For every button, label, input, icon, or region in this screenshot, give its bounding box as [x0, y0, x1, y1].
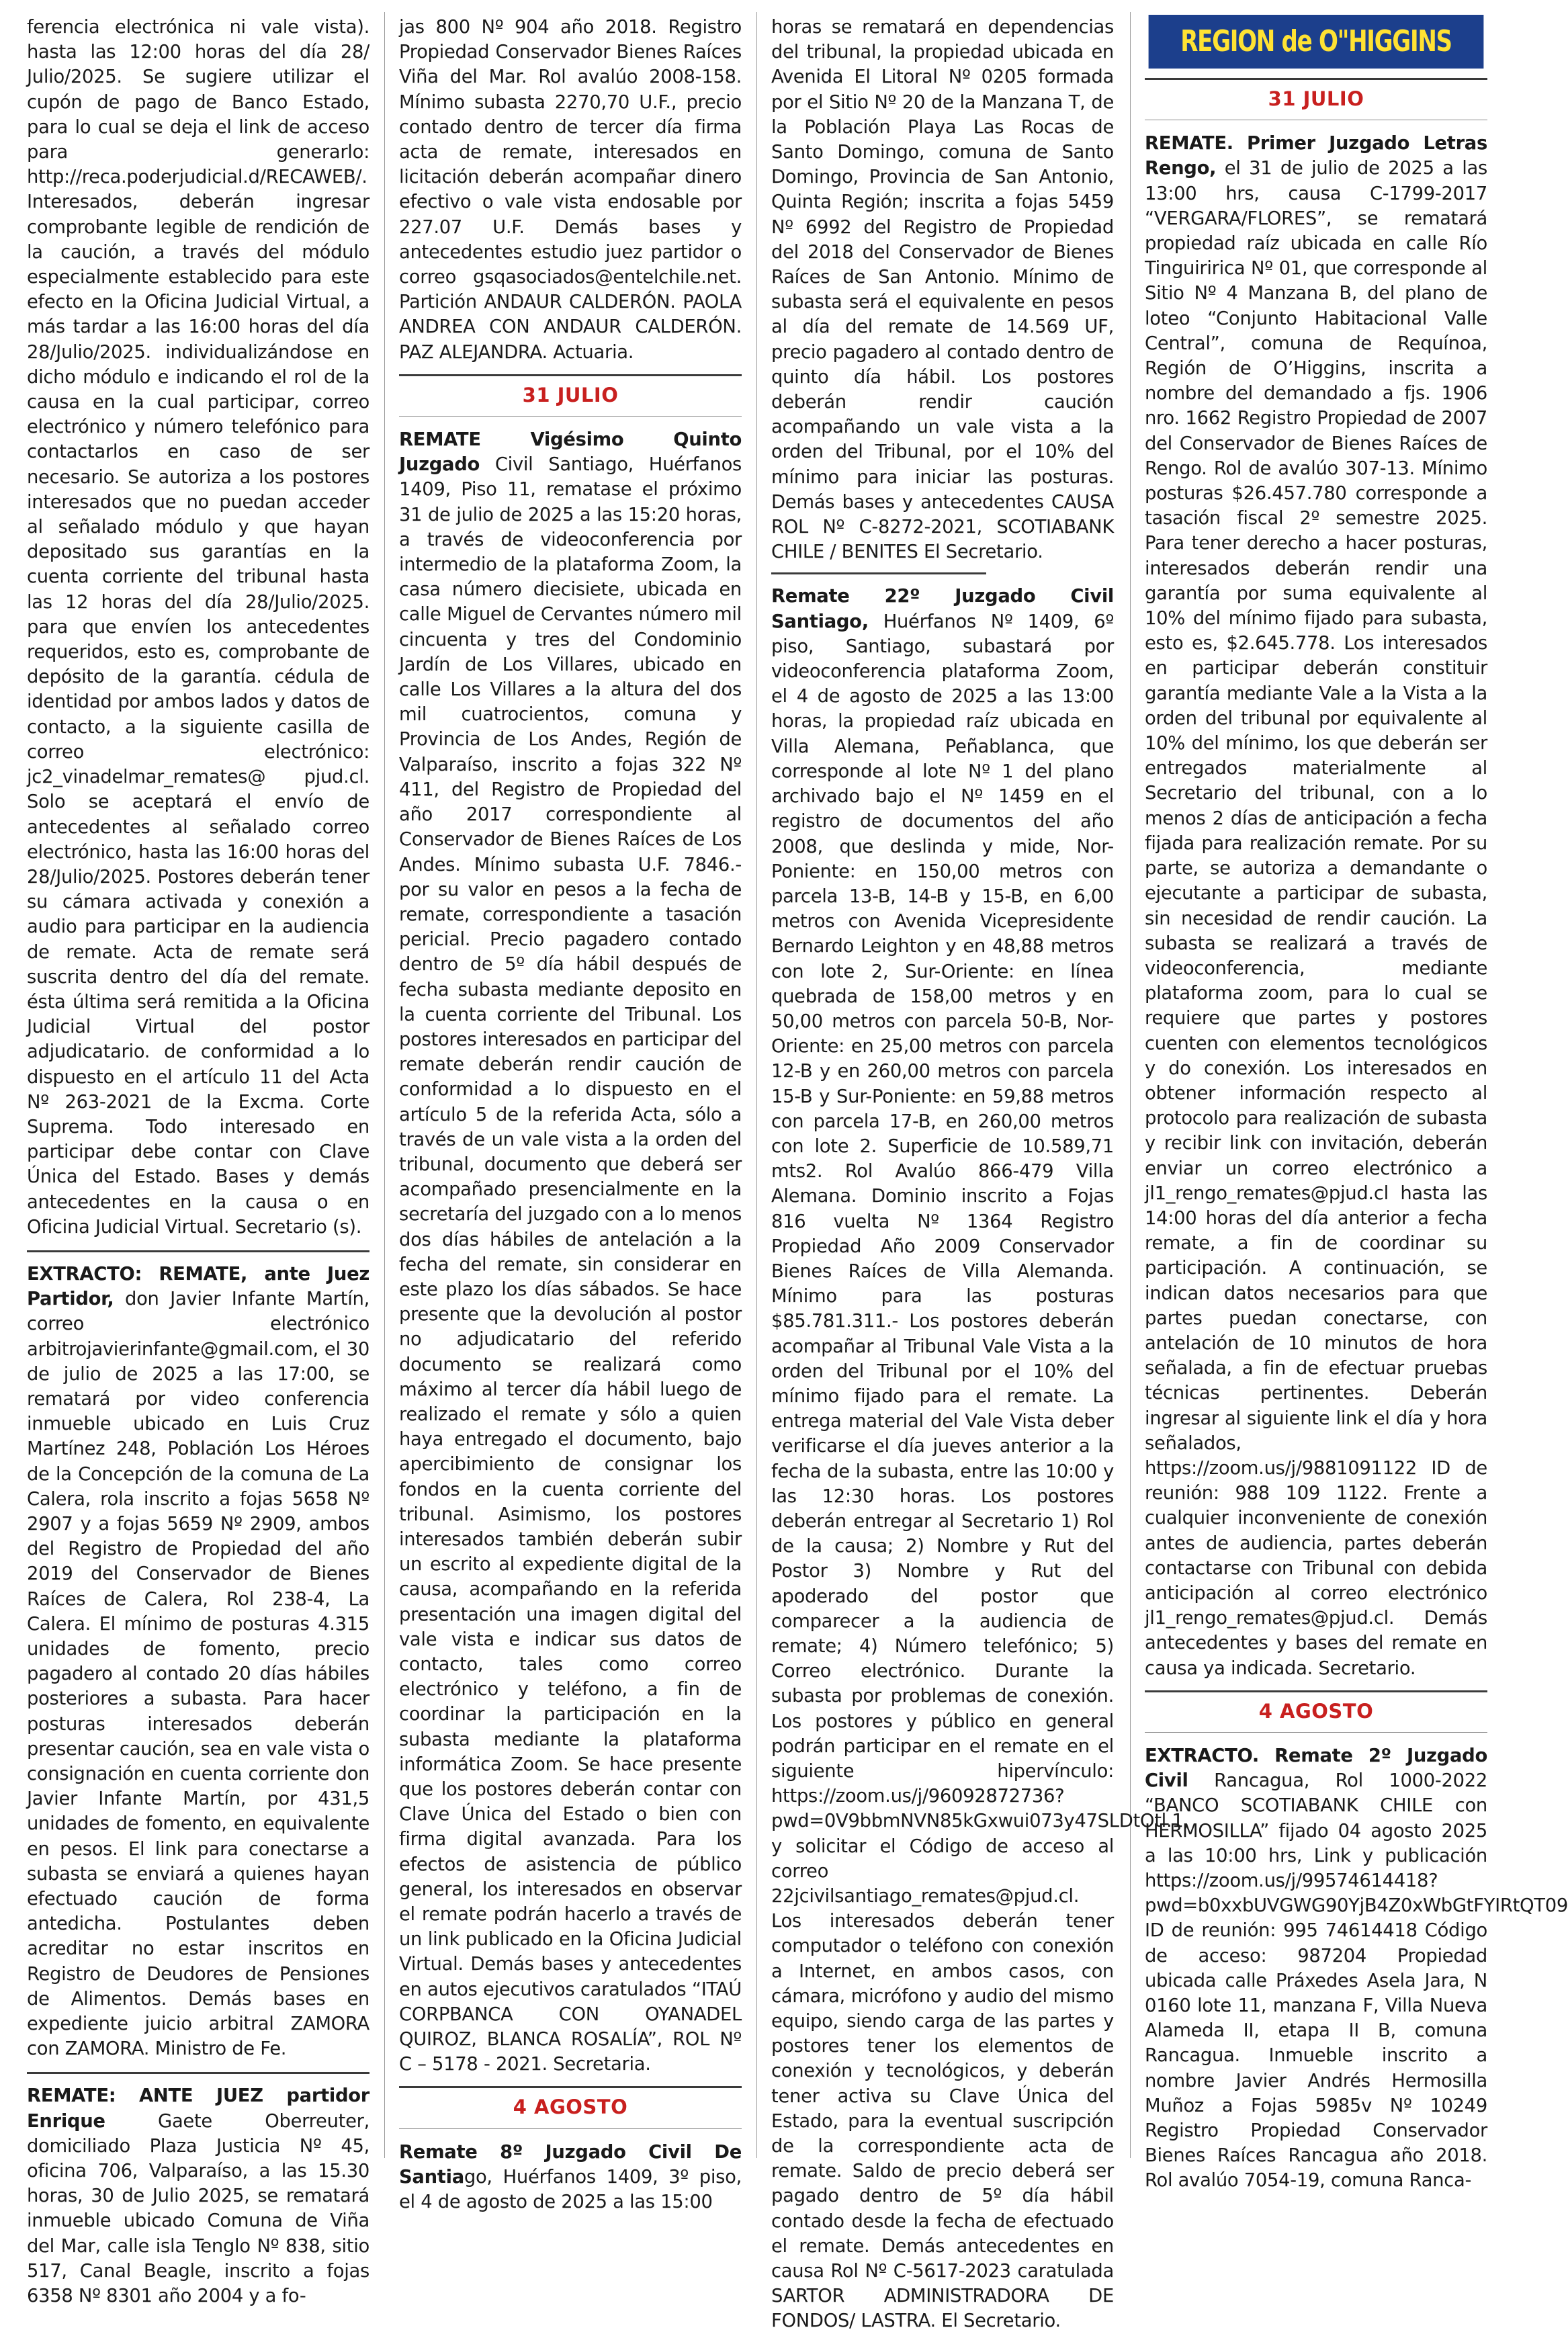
date-section: [399, 374, 742, 417]
notice-extracto-rancagua: [1145, 1743, 1568, 2194]
notice-heading: REMATE. Primer Juzgado Letras Rengo,: [1145, 133, 1487, 179]
notice-remate-rengo: [1145, 131, 1487, 1681]
column-1: [27, 15, 369, 2307]
column-divider: [756, 12, 757, 2158]
date-section: [1145, 1690, 1487, 1733]
column-divider: [384, 12, 385, 2158]
date-heading: 31 JULIO: [522, 383, 619, 406]
notice-continuation: ferencia electrónica ni vale vista). hasta las 12:00 horas del día 28/ Julio/2025. Se sugiere utilizar el cupón de pago de Banco Estado, para lo cual se deja el link de acceso para generarlo: http://reca.poderjudicial.d/RECAWEB/. Interesados, deberán ingresar comprobante legible de rendición de la caución, a través del módulo especialmente establecido para este efecto en la Oficina Judicial Virtual, a más tardar a las 16:00 horas del día 28/Julio/2025. individualizándose en dicho módulo e indicando el rol de la causa en la cual participar, correo electrónico y número telefónico para contactarlos en caso de ser necesario. Se autoriza a los postores interesados que no puedan acceder al señalado módulo y que hayan depositado sus garantías en la cuenta corriente del tribunal hasta las 12 horas del día 28/Julio/2025. para que envíen los antecedentes requeridos, esto es, comprobante de depósito de la garantía. cédula de identidad por ambos lados y datos de contacto, a la siguiente casilla de correo electrónico: jc2_vinadelmar_remates@ pjud.cl. Solo se aceptará el envío de antecedentes al señalado correo electrónico, hasta las 16:00 horas del 28/Julio/2025. Postores deberán tener su cámara activada y conexión a audio para participar en la audiencia de remate. Acta de remate será suscrita dentro del día del remate. ésta última será remitida a la Oficina Judicial Virtual del postor adjudicatario. de conformidad a lo dispuesto en el artículo 11 del Acta Nº 263-2021 de la Excma. Corte Suprema. Todo interesado en participar debe contar con Clave Única del Estado. Bases y demás antecedentes en la causa o en Oficina Judicial Virtual. Secretario (s).: [27, 17, 369, 1238]
region-banner: REGION de O"HIGGINS: [1149, 15, 1484, 69]
notice-divider: [27, 2072, 369, 2074]
notice-heading: REMATE: ANTE JUEZ partidor Enrique: [27, 2085, 369, 2132]
notice-remate-22-juzgado: [771, 584, 1189, 2333]
notice-continuation: jas 800 Nº 904 año 2018. Registro Propiedad Conservador Bienes Raíces Viña del Mar. Rol avalúo 2008-158. Mínimo subasta 2270,70 U.F., precio contado dentro de tercer día firma acta de remate, interesados en licitación deberán acompañar dinero efectivo o vale vista endosable por 227.07 U.F. Demás bases y antecedentes estudio juez partidor o correo gsqasociados@entelchile.net. Partición ANDAUR CALDERÓN. PAOLA ANDREA CON ANDAUR CALDERÓN. PAZ ALEJANDRA. Actuaria.: [399, 17, 742, 363]
notice-heading: Remate 8º Juzgado Civil De Santia: [399, 2141, 742, 2188]
column-divider: [1130, 12, 1131, 2158]
notice-body: go, Huérfanos 1409, 3º piso, el 4 de agosto de 2025 a las 15:00: [399, 2166, 742, 2213]
date-heading: 31 JULIO: [1268, 87, 1364, 110]
notice-remate-8-juzgado: [399, 2140, 742, 2215]
notice-body: Huérfanos Nº 1409, 6º piso, Santiago, subastará por videoconferencia plataforma Zoom, el 4 de agosto de 2025 a las 13:00 horas, la propiedad raíz ubicada en Villa Alemana, Peñablanca, que corresponde al lote Nº 1 del plano archivado bajo el Nº 1459 en el registro de documentos del año 2008, que deslinda y mide, Nor-Poniente: en 150,00 metros con parcela 13-B, 14-B y 15-B, en 6,00 metros con Avenida Vicepresidente Bernardo Leighton y en 48,88 metros con lote 2, Sur-Oriente: en línea quebrada de 158,00 metros y en 50,00 metros con parcela 50-B, Nor-Oriente: en 25,00 metros con parcela 12-B y en 260,00 metros con parcela 15-B y Sur-Poniente: en 59,88 metros con parcela 17-B, en 260,00 metros con lote 2. Superficie de 10.589,71 mts2. Rol Avalúo 866-479 Villa Alemana. Dominio inscrito a Fojas 816 vuelta Nº 1364 Registro Propiedad Año 2009 Conservador Bienes Raíces de Villa Alemanda. Mínimo para las posturas $85.781.311.- Los postores deberán acompañar al Tribunal Vale Vista a la orden del Tribunal por el 10% del mínimo fijado para el remate. La entrega material del Vale Vista deber verificarse el día jueves anterior a la fecha de la subasta, entre las 10:00 y las 12:30 horas. Los postores deberán entregar al Secretario 1) Rol de la causa; 2) Nombre y Rut del Postor 3) Nombre y Rut del apoderado del postor que comparecer a la audiencia de remate; 4) Número telefónico; 5) Correo electrónico. Durante la subasta por problemas de conexión. Los postores y público en general podrán participar en el remate en el siguiente hipervínculo: https://zoom.us/j/96092872736?pwd=0V9bbmNVN85kGxwui073y47SLDtOtl.1, y solicitar el Código de acceso al correo 22jcivilsantiago_remates@pjud.cl. Los interesados deberán tener computador o teléfono con conexión a Internet, en ambos casos, con cámara, micrófono y audio del mismo equipo, siendo carga de las partes y postores tener los elementos de conexión y tecnológicos, y deberán tener activa su Clave Única del Estado, para la eventual suscripción de la correspondiente acta de remate. Saldo de precio deberá ser pagado dentro de 5º día hábil contado desde la fecha de efectuado el remate. Demás antecedentes en causa Rol Nº C-5617-2023 caratulada SARTOR ADMINISTRADORA DE FONDOS/ LASTRA. El Secretario.: [771, 611, 1189, 2332]
date-section: [399, 2086, 742, 2128]
notice-body: don Javier Infante Martín, correo electrónico arbitrojavierinfante@gmail.com, el 30 de julio de 2025 a las 17:00, se rematará por video conferencia inmueble ubicado en Luis Cruz Martínez 248, Población Los Héroes de la Concepción de la comuna de La Calera, rola inscrito a fojas 5658 Nº 2907 y a fojas 5659 Nº 2909, ambos del Registro de Propiedad del año 2019 del Conservador de Bienes Raíces de Calera, Rol 238-4, La Calera. El mínimo de posturas 4.315 unidades de fomento, precio pagadero al contado 20 días hábiles posteriores a subasta. Para hacer posturas interesados deberán presentar caución, sea en vale vista o consignación en cuenta corriente don Javier Infante Martín, por 431,5 unidades de fomento, en equivalente en pesos. El link para conectarse a subasta se enviará a quienes hayan efectuado caución de forma antedicha. Postulantes deben acreditar no estar inscritos en Registro de Deudores de Pensiones de Alimentos. Demás bases en expediente juicio arbitral ZAMORA con ZAMORA. Ministro de Fe.: [27, 1289, 369, 2060]
notice-body: Civil Santiago, Huérfanos 1409, Piso 11, rematase el próximo 31 de julio de 2025 a las 15:20 horas, a través de videoconferencia por intermedio de la plataforma Zoom, la casa número diecisiete, ubicada en calle Miguel de Cervantes número mil cincuenta y tres del Condominio Jardín de Los Villares, ubicado en calle Los Villares a la altura del dos mil cuatrocientos, comuna y Provincia de Los Andes, Región de Valparaíso, inscrito a fojas 322 Nº 411, del Registro de Propiedad del año 2017 correspondiente al Conservador de Bienes Raíces de Los Andes. Mínimo subasta U.F. 7846.- por su valor en pesos a la fecha de remate, correspondiente a tasación pericial. Precio pagadero contado dentro de 5º día hábil después de fecha subasta mediante deposito en la cuenta corriente del Tribunal. Los postores interesados en participar del remate deberán rendir caución de conformidad a lo dispuesto en el artículo 5 de la referida Acta, sólo a través de un vale vista a la orden del tribunal, documento que deberá ser acompañado presencialmente en la secretaría del juzgado con a lo menos dos días hábiles de antelación a la fecha del remate, sin considerar en este plazo los días sábados. Se hace presente que la devolución al postor no adjudicatario del referido documento se realizará como máximo al tercer día hábil luego de realizado el remate y sólo a quien haya entregado el documento, bajo apercibimiento de consignar los fondos en la cuenta corriente del tribunal. Asimismo, los postores interesados también deberán subir un escrito al expediente digital de la causa, acompañando en la referida presentación una imagen digital del vale vista e indicar sus datos de contacto, tales como correo electrónico y teléfono, a fin de coordinar la participación en la subasta mediante la plataforma informática Zoom. Se hace presente que los postores deberán contar con Clave Única del Estado o bien con firma digital avanzada. Para los efectos de asistencia de público general, los interesados en observar el remate podrán hacerlo a través de un link publicado en la Oficina Judicial Virtual. Demás bases y antecedentes en autos ejecutivos caratulados “ITAÚ CORPBANCA CON OYANADEL QUIROZ, BLANCA ROSALÍA”, ROL Nº C – 5178 - 2021. Secretaria.: [399, 454, 742, 2075]
notice-remate-vina: [27, 2083, 369, 2308]
notice-body: Rancagua, Rol 1000-2022 “BANCO SCOTIABANK CHILE con HERMOSILLA” fijado 04 agosto 2025 a las 10:00 hrs, Link y publicación https://zoom.us/j/99574614418?pwd=b0xxbUVGWG90YjB4Z0xWbGtFYIRtQT09 ID de reunión: 995 74614418 Código de acceso: 987204 Propiedad ubicada calle Práxedes Asela Jara, N 0160 lote 11, manzana F, Villa Nueva Alameda II, etapa II B, comuna Rancagua. Inmueble inscrito a nombre Javier Andrés Hermosilla Muñoz a Fojas 5985v Nº 10249 Registro Propiedad Conservador Bienes Raíces Rancagua año 2018. Rol avalúo 7054-19, comuna Ranca-: [1145, 1770, 1568, 2192]
column-2: [399, 15, 742, 2213]
notice-extracto-calera: [27, 1262, 369, 2062]
notice-remate-25-juzgado: [399, 427, 742, 2077]
notice-body: el 31 de julio de 2025 a las 13:00 hrs, causa C-1799-2017 “VERGARA/FLORES”, se rematará propiedad raíz ubicada en calle Río Tinguiririca Nº 01, que corresponde al Sitio Nº 4 Manzana B, del plano de loteo “Conjunto Habitacional Valle Central”, comuna de Requínoa, Región de O’Higgins, inscrita a nombre del demandado a fjs. 1906 nro. 1662 Registro Propiedad de 2007 del Conservador de Bienes Raíces de Rengo. Rol de avalúo 307-13. Mínimo posturas $26.457.780 corresponde a tasación fiscal 2º semestre 2025. Para tener derecho a hacer posturas, interesados deberán rendir una garantía por suma equivalente al 10% del mínimo fijado para subasta, esto es, $2.645.778. Los interesados en participar deberán constituir garantía mediante Vale a la Vista a la orden del tribunal por equivalente al 10% del mínimo, los que deberán ser entregados materialmente al Secretario del tribunal, con a lo menos 2 días de anticipación a fecha fijada para realización remate. Por su parte, se autoriza a demandante o ejecutante a participar de subasta, sin necesidad de rendir caución. La subasta se realizará a través de videoconferencia, mediante plataforma zoom, para lo cual se requiere que partes y postores cuenten con elementos tecnológicos y do conexión. Los interesados en obtener información respecto al protocolo para realización de subasta y recibir link con invitación, deberán enviar un correo electrónico a jl1_rengo_remates@pjud.cl hasta las 14:00 horas del día anterior a fecha remate, a fin de coordinar su participación. A continuación, se indican datos necesarios para que partes puedan conectarse, con antelación de 10 minutos de hora señalada, a fin de efectuar pruebas técnicas pertinentes. Deberán ingresar al siguiente link el día y hora señalados, https://zoom.us/j/9881091122 ID de reunión: 988 109 1122. Frente a cualquier inconveniente de conexión antes de audiencia, partes deberán contactarse con Tribunal con debida anticipación al correo electrónico jl1_rengo_remates@pjud.cl. Demás antecedentes y bases del remate en causa ya indicada. Secretario.: [1145, 158, 1487, 1679]
column-4: [1145, 15, 1568, 2192]
date-heading: 4 AGOSTO: [513, 2095, 628, 2119]
column-3: [771, 15, 1189, 2332]
notice-divider: [771, 572, 986, 574]
notice-body: Gaete Oberreuter, domiciliado Plaza Justicia Nº 45, oficina 706, Valparaíso, a las 15.30 horas, 30 de Julio 2025, se rematará inmueble ubicado Comuna de Viña del Mar, calle isla Tenglo Nº 838, sitio 517, Canal Beagle, inscrito a fojas 6358 Nº 8301 año 2004 y a fo-: [27, 2110, 369, 2307]
date-heading: 4 AGOSTO: [1258, 1699, 1374, 1723]
notice-divider: [27, 1250, 369, 1252]
notice-heading: EXTRACTO. Remate 2º Juzgado Civil: [1145, 1745, 1487, 1792]
notice-heading: REMATE Vigésimo Quinto Juzgado: [399, 429, 742, 476]
notice-heading: Remate 22º Juzgado Civil Santiago,: [771, 586, 1114, 632]
date-section: [1145, 78, 1487, 120]
notice-continuation: horas se rematará en dependencias del tribunal, la propiedad ubicada en Avenida El Litoral Nº 0205 formada por el Sitio Nº 20 de la Manzana T, de la Población Playa Las Rocas de Santo Domingo, comuna de Santo Domingo, Provincia de San Antonio, Quinta Región; inscrita a fojas 5459 Nº 6992 del Registro de Propiedad del 2018 del Conservador de Bienes Raíces de San Antonio. Mínimo de subasta será el equivalente en pesos al día del remate de 14.569 UF, precio pagadero al contado dentro de quinto día hábil. Los postores deberán rendir caución acompañando un vale vista a la orden del Tribunal, por el 10% del mínimo para iniciar las posturas. Demás bases y antecedentes CAUSA ROL Nº C-8272-2021, SCOTIABANK CHILE / BENITES El Secretario.: [771, 17, 1114, 563]
notice-heading: EXTRACTO: REMATE, ante Juez Partidor,: [27, 1263, 369, 1310]
